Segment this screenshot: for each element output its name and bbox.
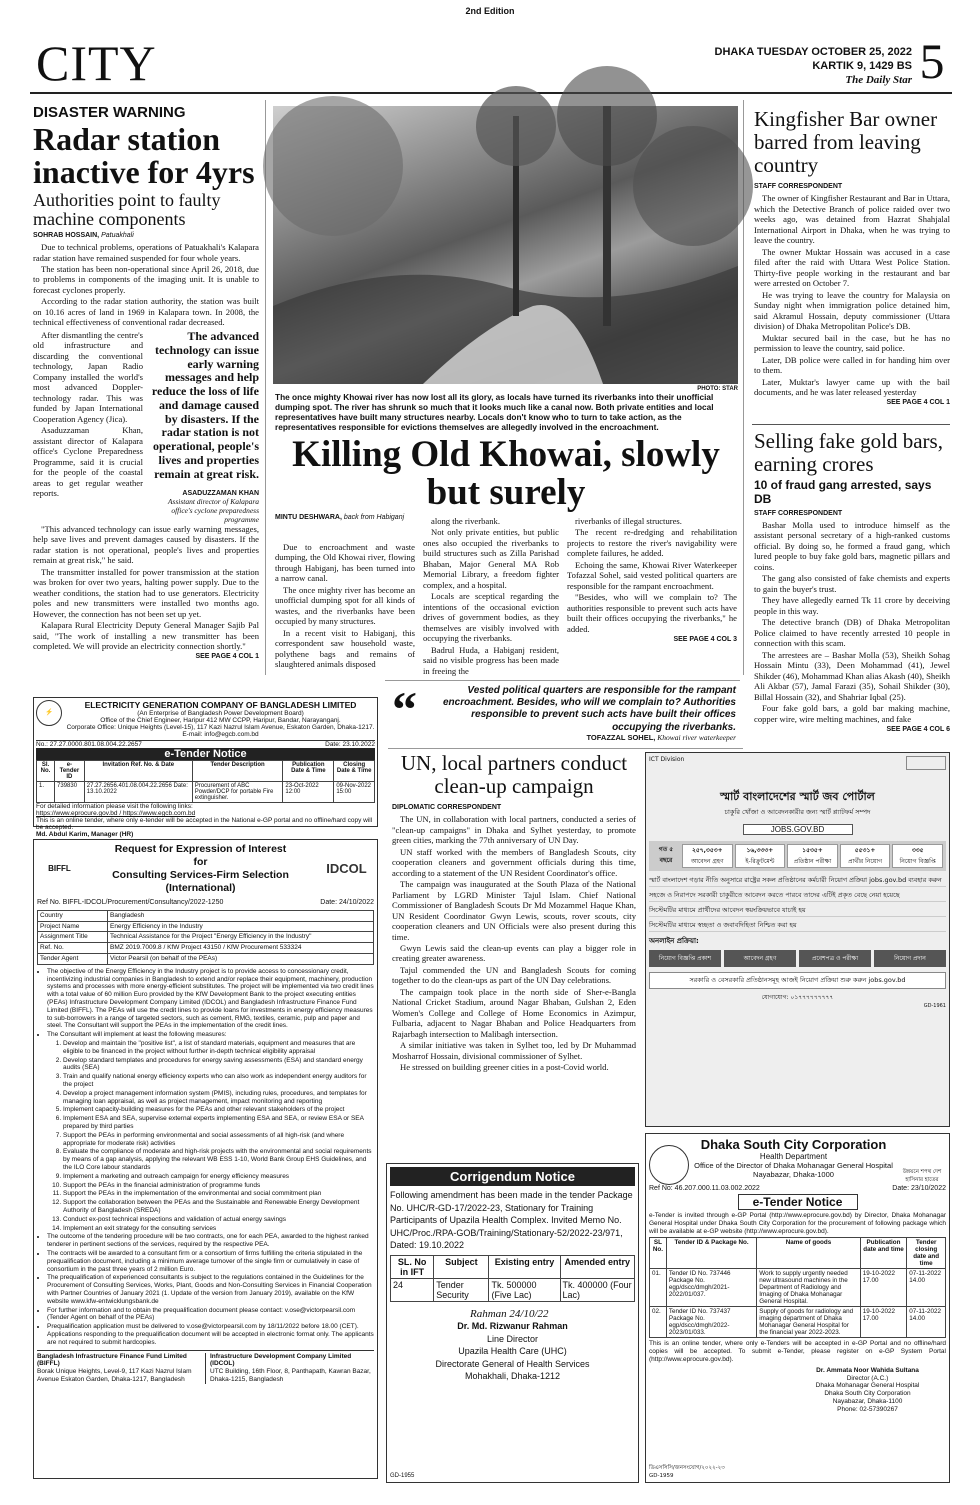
egcb-date: Date: 23.10.2022 — [325, 741, 375, 748]
rule — [388, 748, 743, 749]
table-cell: Tk. 400000 (Four Lac) — [560, 1278, 634, 1301]
list-item: 5. Implement capacity-building measures for the PEAs and other relevant stakeholders of the project — [63, 1106, 374, 1114]
jobs-call: সরকারি ও বেসরকারি প্রতিষ্ঠানসমূহ আজই নিয়োগ প্রক্রিয়া শুরু করুন jobs.gov.bd — [649, 972, 946, 989]
jobs-code: GD-1961 — [923, 1003, 946, 1009]
jobs-footer: যোগাযোগ: ০১৭৭৭৭৭৭৭৭৭ — [761, 994, 834, 1001]
khowai-pull-attrib — [430, 733, 736, 742]
jobs-stat — [892, 844, 943, 868]
paragraph: Tajul commended the UN and Bangladesh Scouts for coming together to do the clean-ups as part of the UN Day celebrations. — [392, 964, 636, 986]
egcb-foot1: For detailed information please visit the following links: — [36, 803, 193, 810]
column-divider — [265, 100, 266, 675]
list-item: 6. Implement ESA and SEA, supervise external experts implementing ESA and SEA, or review ESA or SEA prepared by third parties — [63, 1115, 374, 1131]
reoi-tail — [37, 1233, 374, 1346]
stat-value: ৫৫৩১+ — [854, 847, 876, 854]
dscc-address: Nayabazar, Dhaka-1000 — [753, 1170, 834, 1179]
paragraph: The detective branch (DB) of Dhaka Metropolitan Police claimed to have recently arrested 10 people in connection with this scam. — [754, 617, 950, 649]
kingfisher-byline: STAFF CORRESPONDENT — [754, 183, 843, 191]
list-item: • The Consultant will implement at least the following measures: — [47, 1031, 374, 1039]
edition-label: 2nd Edition — [465, 6, 515, 16]
jobs-portal-ad — [645, 752, 950, 1127]
table-cell: Bangladesh — [108, 910, 374, 921]
paragraph: According to the radar station authority, the station was built on 10.16 acres of land in 1969 in Kalapara town. In 2008, the technical effectiveness of conventional radar decreased. — [33, 296, 259, 328]
list-item: 11. Support the PEAs in the implementation of the environmental and social commitment plan — [63, 1190, 374, 1198]
table-cell: Publication Date & Time — [283, 761, 334, 782]
tree-illustration — [273, 106, 738, 384]
table-cell: 23-Oct-2022 12:00 — [283, 782, 334, 803]
corrigendum-signer: Dr. Md. Rizwanur Rahman — [457, 1320, 568, 1331]
dscc-s3: Dhaka South City Corporation — [824, 1390, 911, 1398]
table-cell: 07-11-2022 14.00 — [907, 1269, 946, 1307]
corrigendum-t2: Upazila Health Care (UHC) — [458, 1346, 567, 1357]
jobs-sub: চাকুরি খোঁজা ও আবেদনকারীর জন্য স্মার্ট প্ল্যাটফর্ম সম্পদ — [724, 808, 871, 816]
gold-story — [754, 430, 950, 733]
table-cell: Subject — [434, 1255, 489, 1278]
jobs-stat — [682, 844, 733, 868]
table-cell: Work to supply urgently needed new ultrasound machines in the Department of Radiology and Imaging of Dhaka Mohanagar General Hospital. — [757, 1269, 861, 1307]
section-title: CITY — [36, 35, 157, 91]
table-cell: Tender Description — [192, 761, 283, 782]
list-item: 2. Develop standard templates and procedures for energy saving assessments (ESA) and standard energy audits (SEA) — [63, 1057, 374, 1073]
table-cell: 09-Nov-2022 15:00 — [334, 782, 375, 803]
radar-byline: SOHRAB HOSSAIN, — [33, 232, 100, 240]
list-item: • The outcome of the tendering procedure will be two contracts, one for each PEA, awarded to the highest ranked tenderer in pertinent sections of the services, required by the respective PEA. — [47, 1233, 374, 1249]
table-cell: Energy Efficiency in the Industry — [108, 921, 374, 932]
jobs-bullet: সিস্টেমটির মাধ্যমে স্বচ্ছতা ও জবাবদিহিতা নিশ্চিত করা হয় — [649, 920, 946, 932]
corrigendum-title: Corrigendum Notice — [390, 1167, 635, 1186]
paragraph: The recent re-dredging and rehabilitation projects to restore the river's navigability were complete failures, he added. — [567, 527, 737, 559]
egcb-title: e-Tender Notice — [36, 748, 375, 760]
stat-label: প্রতিষ্ঠান পরীক্ষা — [793, 858, 832, 865]
idcol-address: UTC Building, 16th Floor, 8, Panthapath, Kawran Bazar, Dhaka-1215, Bangladesh — [210, 1368, 371, 1383]
table-cell: Tender Agent — [38, 954, 108, 965]
dscc-dept: Health Department — [759, 1152, 828, 1161]
table-row — [650, 1307, 946, 1338]
paragraph: The transmitter installed for power transmission at the station was broken for over two years, halting power supply. Due to the weather conditions, the station had to use generators. Electricity poles and new transmitters were installed two months ago. However, the connection has not been set up yet. — [33, 566, 259, 619]
table-cell: Tk. 500000 (Five Lac) — [489, 1278, 560, 1301]
idcol-address-name: Infrastructure Development Company Limited (IDCOL) — [210, 1352, 352, 1368]
jobs-process-label: অনলাইন প্রক্রিয়া: — [649, 937, 699, 945]
table-cell: 19-10-2022 17.00 — [860, 1307, 907, 1338]
paragraph: Due to technical problems, operations of Patuakhali's Kalapara radar station have remained suspended for four whole years. — [33, 242, 259, 263]
un-byline: DIPLOMATIC CORRESPONDENT — [392, 804, 502, 812]
table-cell: Procurement of ABC Powder/DCP for portable Fire extinguisher. — [192, 782, 283, 803]
corrigendum-code: GD-1955 — [390, 1473, 415, 1479]
dscc-s2: Dhaka Mohanagar General Hospital — [815, 1382, 920, 1390]
paragraph: along the riverbank. — [431, 516, 500, 526]
table-row — [38, 910, 374, 921]
gold-body — [754, 520, 950, 724]
stat-label: প্রার্থীর নিয়োগ — [848, 858, 883, 865]
page-number: 5 — [919, 33, 945, 89]
stat-value: ৩৩৫ — [911, 847, 924, 854]
paragraph: The campaign was inaugurated at the South Plaza of the National Parliament by LGRD Minister Tajul Islam. Chief National Commissioner of Bangladesh Scouts Dr Md Mozammel Haque Khan, UN Resident Coordinator Gwyn Lewis, scouts, rover scouts, city cooperation cleaners and UN Officials were also present during this time. — [392, 879, 636, 942]
list-item: • Prequalification application must be delivered to v.ose@victorpearsil.com by 18/11/2022 before 18.00 (CET). Applications responding to the prequalification document will be accepted in electronic format only. The applicants are not required to submit hardcopies. — [47, 1323, 374, 1346]
reoi-ref: Ref No. BIFFL-IDCOL/Procurement/Consultancy/2022-1250 — [37, 898, 224, 906]
corrigendum-t3: Directorate General of Health Services — [435, 1358, 590, 1369]
reoi-date: Date: 24/10/2022 — [320, 898, 374, 906]
khowai-byline: MINTU DESHWARA, — [275, 514, 342, 521]
table-header — [650, 1238, 946, 1269]
radar-body-left — [33, 330, 143, 524]
paragraph: Four fake gold bars, a gold bar making machine, copper wire, wire melting machines, and fake — [754, 703, 950, 724]
khowai-col-3-wrap — [567, 516, 737, 676]
paragraph: Not only private entities, but public ones also occupied the riverbanks to build structures such as Zilla Parishad Bhaban, Major General MA Rob Memorial Library, a freedom fighter complex, and a hospital. — [423, 527, 559, 590]
paragraph: He was trying to leave the country for Malaysia on Sunday night when immigration police detained him, said Akramul Hossain, deputy commissioner (Uttara division) of Dhaka Metropolitan Police's DB. — [754, 289, 950, 332]
kingfisher-body — [754, 193, 950, 397]
paragraph: "This advanced technology can issue early warning messages, help save lives and prevent damages caused by disasters. If the radar station is not operational, people's lives and properties remain at great risk," he said. — [33, 523, 259, 566]
khowai-headline: Killing Old Khowai, slowly but surely — [292, 434, 720, 513]
dscc-logo-icon — [649, 1145, 689, 1185]
egcb-foot3: This is an online tender, where only e-tender will be accepted in the National e-GP portal and no offline/hard copy will be accepted. — [36, 817, 373, 831]
radar-subhead: Authorities point to faulty machine components — [33, 190, 221, 230]
jobs-bullet: সহজে ও নিরাপদে সরকারী চাকুরীতে আবেদন করতে পারবে তাদের এটিই প্রকৃত বেছে নেয়া হয়েছে — [649, 890, 946, 902]
radar-quote-text: The advanced technology can issue early warning messages and help reduce the loss of life and damage caused by disasters. If the radar station is not operational, people's lives and properties remain at great risk. — [151, 328, 259, 481]
gold-byline: STAFF CORRESPONDENT — [754, 509, 843, 517]
table-cell: Tender ID No. 737446 Package No. egp/dscc/dmgh/2021-2022/01/037. — [666, 1269, 756, 1307]
paper-name: The Daily Star — [845, 74, 912, 86]
bangla-date-line: KARTIK 9, 1429 BS — [812, 60, 912, 72]
table-cell: Ref. No. — [38, 943, 108, 954]
dscc-s1: Director (A.C.) — [846, 1374, 889, 1382]
table-cell: Tender ID No. 737437 Package No. egp/dscc/dmgh/2022-2023/01/033. — [666, 1307, 756, 1338]
list-item: 3. Train and qualify national energy efficiency experts who can also work as independent energy auditors for the project — [63, 1073, 374, 1089]
radar-kicker: DISASTER WARNING — [33, 104, 186, 121]
dscc-title: e-Tender Notice — [738, 1194, 858, 1210]
egcb-line1: (An Enterprise of Bangladesh Power Development Board) — [137, 710, 304, 717]
table-cell: Publication date and time — [860, 1238, 907, 1269]
khowai-pull-quote: Vested political quarters are responsible for the rampant encroachment. Besides, who will we complain to? Authorities responsible to prevent such acts have built their offices occupying the riverbanks. — [442, 685, 736, 733]
radar-quote-name: ASADUZZAMAN KHAN — [182, 489, 259, 497]
khowai-col-2 — [423, 516, 559, 674]
dscc-office: Office of the Director of Dhaka Mohanagar General Hospital — [694, 1161, 893, 1170]
paragraph: Badrul Huda, a Habiganj resident, said no visible progress has been made in freeing the — [423, 644, 559, 676]
paragraph: Later, DB police were called in for handing him over to them. — [754, 354, 950, 376]
quote-mark-icon: “ — [392, 681, 417, 737]
egcb-line2: Office of the Chief Engineer, Haripur 412 MW CCPP, Haripur, Bandar, Narayanganj. — [100, 717, 341, 724]
table-cell: 19-10-2022 17.00 — [860, 1269, 907, 1307]
paragraph: Kalapara Rural Electricity Deputy General Manager Sajib Pal said, "The work of installing a new transmitter has been completed. We will provide an electricity connection shortly." — [33, 620, 259, 651]
jobs-stat-head: গত ৫ বছরে — [658, 846, 674, 864]
jobs-step: নিয়োগ প্রদান — [874, 950, 946, 967]
radar-headline: Radar station inactive for 4yrs — [33, 121, 255, 190]
jobs-step: নিয়োগ বিজ্ঞপ্তি প্রকাশ — [649, 950, 721, 967]
paragraph: After dismantling the centre's old infrastructure and discarding the conventional technology, Japan Radio Company installed the world's most advanced Doppler-technology radar. This was funded by Japan International Cooperation Agency (Jica). — [33, 329, 143, 424]
idcol-reoi-ad — [33, 839, 378, 1479]
khowai-byline-place: back from Habiganj — [343, 514, 405, 521]
paragraph: The once mighty river has become an unofficial dumping spot for all kinds of wastes, and the riverbanks have been occupied by many structures. — [275, 584, 415, 627]
un-headline: UN, local partners conduct clean-up campaign — [400, 751, 628, 799]
corrigendum-ad — [386, 1163, 639, 1483]
radar-body-bottom — [33, 524, 259, 652]
table-cell: 739830 — [55, 782, 85, 803]
dscc-code-bn: ডিএসসিসি/জনসংযোগ/২০২২-২৩ — [649, 1465, 725, 1471]
list-item: 10. Support the PEAs in the financial administration of programme funds — [63, 1182, 374, 1190]
radar-see-page: SEE PAGE 4 COL 1 — [195, 653, 259, 661]
table-cell: SL No. — [650, 1238, 667, 1269]
jobs-stat — [735, 844, 786, 868]
jobs-url[interactable]: JOBS.GOV.BD — [743, 824, 853, 835]
paragraph: The campaign took place in the north side of Sher-e-Bangla National Cricket Stadium, around Nagar Bhaban, Gulshan 2, Eden Women's College and College of Home Economics in Azimpur, Fulbaria, adjacent to Nagar Bhaban and Police Headquarters from Rajarbagh intersection to Malibagh intersection. — [392, 986, 636, 1039]
list-item: 8. Evaluate the compliance of moderate and high-risk projects with the environmental and social requirements by means of a gap analysis, applying the relevant WB ESS 1-10, World Bank Group EHS Guidelines, and the ILO Core labour standards — [63, 1148, 374, 1171]
stat-value: ১৬,৩৩৩+ — [746, 847, 774, 854]
jobs-stat — [840, 844, 891, 868]
table-cell: 01. — [650, 1269, 667, 1307]
reoi-subtitle: Consulting Services-Firm Selection (International) — [112, 869, 289, 895]
paragraph: "Besides, who will we complain to? The authorities responsible to prevent such acts have built their offices occupying the riverbanks," he added. — [567, 592, 737, 634]
ict-logo: ICT Division — [649, 756, 685, 763]
reoi-info-table — [37, 910, 374, 965]
dscc-s4: Nayabazar, Dhaka-1100 — [832, 1397, 903, 1405]
table-cell: Amended entry — [560, 1255, 634, 1278]
radar-byline-place: Patuakhali — [101, 232, 134, 240]
table-cell: Victor Pearsil (on behalf of the PEAs) — [108, 954, 374, 965]
egcb-table — [36, 760, 375, 803]
paragraph: The owner of Kingfisher Restaurant and Bar in Uttara, which the Detective Branch of police raided over two weeks ago, was detained from Hazrat Shahjalal International Airport in Dhaka, when he was trying to leave the country. — [754, 193, 950, 246]
radar-story — [33, 104, 259, 660]
list-item: 7. Support the PEAs in performing environmental and social assessments of all high-risk (and where appropriate for moderate risk) activities — [63, 1132, 374, 1148]
reoi-title: Request for Expression of Interest — [114, 843, 287, 855]
kingfisher-see-page: SEE PAGE 4 COL 1 — [886, 399, 950, 407]
kingfisher-headline: Kingfisher Bar owner barred from leaving country — [754, 107, 938, 178]
paragraph: The arrestees are – Bashar Molla (53), Sheikh Sohag Hossain Mintu (33), Deen Mohammad (41), Jewel Shikder (46), Mohammad Khan alias Akash (40), Sheikh Ali Akbar (57), Jamal Farazi (35), Sohail Shikder (30), Billal Hossain (32), and Shahriar Iqbal (25). — [754, 649, 950, 702]
biffl-address-name: Bangladesh Infrastructure Finance Fund Limited (BIFFL) — [37, 1352, 187, 1368]
dscc-code: GD-1959 — [649, 1473, 674, 1479]
paragraph: Locals are sceptical regarding the intentions of the occasional eviction drives of government bodies, as they themselves are visibly involved with occupying the riverbanks. — [423, 591, 559, 644]
un-body — [392, 814, 636, 1073]
list-item: 9. Implement a marketing and outreach campaign for energy efficiency measures — [63, 1173, 374, 1181]
table-cell: SL. No in IFT — [391, 1255, 434, 1278]
list-item: 4. Develop a project management information system (PMIS), including rules, procedures, and templates for managing loan appraisal, as well as project management, impact monitoring and reporting — [63, 1090, 374, 1106]
date-line: DHAKA TUESDAY OCTOBER 25, 2022 — [714, 46, 912, 58]
paragraph: Due to encroachment and waste dumping, the Old Khowai river, flowing through Habiganj, has been turned into a narrow canal. — [275, 542, 415, 584]
table-row — [38, 932, 374, 943]
dscc-tender-ad — [645, 1133, 950, 1483]
jobs-steps — [649, 950, 946, 967]
table-cell: Technical Assistance for the Project "Energy Efficiency in the Industry" — [108, 932, 374, 943]
jobs-bullets — [649, 875, 946, 932]
masthead-rule — [30, 92, 952, 94]
kingfisher-story — [754, 108, 950, 406]
rule — [752, 424, 950, 425]
table-cell: 24 — [391, 1278, 434, 1301]
corrigendum-table — [390, 1255, 635, 1302]
paragraph: Bashar Molla used to introduce himself as the assistant personal secretary of a high-ranked customs official. By doing so, he formed a fraud gang, which lured people to buy fake gold bars, magnetic pillars and coins. — [754, 519, 950, 572]
table-row — [650, 1269, 946, 1307]
table-cell: Tender Security — [434, 1278, 489, 1301]
paragraph: Asaduzzaman Khan, assistant director of Kalapara office's Cyclone Preparedness Programme, said it is crucial for the people of the coastal areas to get regular weather reports. — [33, 425, 143, 499]
paragraph: Later, Muktar's lawyer came up with the bail documents, and he was later released yesterday — [754, 376, 950, 397]
stat-label: ই-রিক্রুটমেন্ট — [745, 858, 775, 865]
list-item: • The prequalification of experienced consultants is subject to the regulations contained in the Guidelines for the Procurement of Consulting Services, Works, Plant, Goods and Non-Consulting Services in Financial Cooperation with Partner Countries of January 2021 (1. Update of the version from January 2019), available on the KfW website www.kfw-entwicklungsbank.de — [47, 1274, 374, 1305]
egcb-links[interactable]: https://www.eprocure.gov.bd / https://www.egcb.com.bd — [36, 810, 196, 817]
paragraph: A similar initiative was taken in Sylhet too, led by Dr Muhammad Mosharrof Hossain, divisional commissioner of Sylhet. — [392, 1040, 636, 1061]
jobs-bullet: সিস্টেমটির মাধ্যমে প্রার্থীদের আবেদন স্বয়ংক্রিয়ভাবে যাচাই হয় — [649, 905, 946, 917]
photo-credit: PHOTO: STAR — [697, 386, 738, 392]
table-cell: 07-11-2022 14.00 — [907, 1307, 946, 1338]
paragraph: In a recent visit to Habiganj, this correspondent saw household waste, polythene bags and remains of slaughtered animals disposed — [275, 627, 415, 670]
river-photo — [273, 106, 738, 384]
table-cell: Tender closing date and time — [907, 1238, 946, 1269]
khowai-see-page: SEE PAGE 4 COL 3 — [673, 636, 737, 644]
table-row — [38, 954, 374, 965]
dscc-ref: Ref No: 46.207.000.11.03.002.2022 — [649, 1185, 760, 1192]
paragraph: Muktar secured bail in the case, but he has no permission to leave the country, said police. — [754, 332, 950, 354]
dscc-table — [649, 1237, 946, 1338]
corrigendum-t4: Mohakhali, Dhaka-1212 — [464, 1371, 561, 1382]
egcb-signer: Md. Abdul Karim, Manager (HR) — [36, 831, 134, 838]
dscc-slogan: উন্নয়নে শপথ দেশ হাসিনার হাতের — [902, 1169, 942, 1183]
list-item: 14. Implement an exit strategy for the consulting services — [63, 1225, 374, 1233]
table-cell: e-Tender ID — [55, 761, 85, 782]
stat-label: আবেদন গ্রহণ — [690, 858, 724, 865]
table-cell: BMZ 2019.7009.8 / KfW Project 43150 / KfW Procurement 533324 — [108, 943, 374, 954]
corrigendum-signature: Rahman 24/10/22 — [470, 1307, 549, 1320]
quote-rule — [385, 680, 740, 681]
dscc-note: This is an online tender, where only e-Tenders will be accepted in e-GP Portal and no offline/hard copies will be accepted. To submit e-Tender, please register on e-GP System Portal (http://www.eprocure.gov.bd). — [649, 1340, 946, 1363]
photo-caption: The once mighty Khowai river has now lost all its glory, as locals have turned its riverbanks into their unofficial dumping spot. The river has shrunk so much that it looks much like a canal now. Both private entities and local representatives have built many structures nearby. Locals don't know who to turn to take action, as the representatives responsible for evictions themselves are allegedly involved in the encroachment. — [275, 392, 714, 432]
paragraph: UN staff worked with the members of Bangladesh Scouts, city cooperation cleaners and government officials during this time, according to a statement of the UN Resident Coordinator's office. — [392, 846, 636, 878]
khowai-pull-name: TOFAZZAL SOHEL, — [586, 733, 656, 742]
gold-subhead: 10 of fraud gang arrested, says DB — [754, 478, 932, 506]
khowai-col-1 — [275, 542, 415, 674]
reoi-body — [37, 968, 374, 1039]
stat-value: ২৫৭,৩৫৩+ — [691, 847, 723, 854]
gold-headline: Selling fake gold bars, earning crores — [754, 429, 943, 477]
table-row — [38, 943, 374, 954]
list-item: 13. Conduct ex-post technical inspections and validation of actual energy savings — [63, 1216, 374, 1224]
paragraph: He stressed on building greener cities in a post-Covid world. — [400, 1062, 609, 1073]
table-cell: Existing entry — [489, 1255, 560, 1278]
list-item: 1. Develop and maintain the "positive list", a list of standard materials, equipment and measures that are eligible to be financed in the project without further in-depth technical eligibility appraisal — [63, 1040, 374, 1056]
table-cell: Invitation Ref. No. & Date — [84, 761, 192, 782]
table-row — [38, 921, 374, 932]
jobs-stats — [649, 841, 946, 871]
table-cell: 1. — [37, 782, 55, 803]
table-cell: Country — [38, 910, 108, 921]
jobs-title: স্মার্ট বাংলাদেশের স্মার্ট জব পোর্টাল — [720, 790, 875, 803]
table-cell: 27.27.2656.401.08.004.22.2656 Date: 13.10.2022 — [84, 782, 192, 803]
khowai-col-3 — [567, 516, 737, 634]
dscc-org: Dhaka South City Corporation — [700, 1137, 887, 1152]
table-cell: Project Name — [38, 921, 108, 932]
paragraph: riverbanks of illegal structures. — [575, 516, 682, 526]
paragraph: The UN, in collaboration with local partners, conducted a series of "clean-up campaigns" in Dhaka and Sylhet yesterday, to promote green cities, marking the 77th anniversary of UN Day. — [392, 814, 636, 846]
list-item: • The objective of the Energy Efficiency in the Industry project is to provide access to concessionary credit, incentivizing industrial companies in Bangladesh to extend and/or replace their equipment, machinery, production systems and processes with more energy-efficient substitutes. The project will be implemented via two credit lines with a total value of 60 million Euro provided by the KfW Development Bank to the project executing entities (PEAs) Infrastructure Development Company Limited (IDCOL) and Bangladesh Infrastructure Finance Fund Limited (BIFFL). The PEAs will use the credit lines to provide loans for investments in energy efficiency measures to sub-borrowers in a range of targeted sectors, such as cement, RMG, textiles, ceramic, pulp and paper and steel. The Consultant will support the PEAs in the implementation of the credit lines. — [47, 968, 374, 1030]
table-cell: Tender ID & Package No. — [666, 1238, 756, 1269]
radar-pull-quote — [149, 330, 259, 524]
paragraph: The gang also consisted of fake chemists and experts to gain the buyer's trust. — [754, 573, 950, 594]
egcb-tender-ad — [33, 697, 378, 838]
corrigendum-t1: Line Director — [486, 1333, 539, 1344]
table-cell: Supply of goods for radiology and imaging department of Dhaka Mohanagar General Hospital for the financial year 2022-2023. — [757, 1307, 861, 1338]
egcb-logo-icon: ⚡ — [36, 700, 62, 726]
list-item: • The contracts will be awarded to a consultant firm or a consortium of firms fulfilling the criteria stipulated in the prequalification document, including a minimum average turnover of the single firm or cumulatively in case of consortium in the past three years of 2 million Euro. — [47, 1250, 374, 1273]
paragraph: The station has been non-operational since April 26, 2018, due to problems in components of the imaging unit. It is unable to forecast cyclones properly. — [33, 264, 259, 295]
paragraph: Gwyn Lewis said the clean-up events can play a bigger role in creating greater awareness. — [392, 943, 636, 964]
paragraph: They have allegedly earned Tk 11 crore by deceiving people in this way. — [754, 595, 950, 616]
un-story — [392, 752, 636, 1074]
table-cell: 02. — [650, 1307, 667, 1338]
list-item: 12. Support the collaboration between the PEAs and the Sustainable and Renewable Energy Development Authority of Bangladesh (SREDA) — [63, 1199, 374, 1215]
reoi-for: for — [193, 856, 208, 869]
radar-quote-title: Assistant director of Kalapara office's cyclone preparedness programme — [167, 496, 259, 524]
egcb-org: ELECTRICITY GENERATION COMPANY OF BANGLADESH LIMITED — [84, 700, 357, 710]
radar-body-top — [33, 242, 259, 328]
partner-logo-icon — [906, 756, 946, 770]
jobs-bullet: স্মার্ট বাংলাদেশ গড়ার নীতি অনুসারে রাষ্ট্রের সকল প্রতিষ্ঠানের কর্মচারী নিয়োগ প্রক্রিয়া jobs.gov.bd ব্যবহার করুন — [649, 875, 946, 887]
biffl-address: Borak Unique Heights, Level-9, 117 Kazi Nazrul Islam Avenue Eskaton Garden, Dhaka-1217, Bangladesh — [37, 1368, 192, 1383]
egcb-ref: No.: 27.27.0000.801.08.004.22.2657 — [36, 741, 142, 748]
table-cell: Sl. No. — [37, 761, 55, 782]
stat-value: ১৫৩৫+ — [802, 847, 823, 854]
dscc-signer: Dr. Ammata Noor Wahida Sultana — [816, 1366, 919, 1374]
table-cell: Assignment Title — [38, 932, 108, 943]
stat-label: নিয়োগ বিজ্ঞপ্তি — [899, 858, 936, 865]
jobs-step: আবেদন গ্রহণ — [724, 950, 796, 967]
table-cell: Closing Date & Time — [334, 761, 375, 782]
dscc-s5: Phone: 02-57390267 — [837, 1405, 898, 1413]
reoi-measures-list — [37, 1040, 374, 1232]
egcb-line3: Corporate Office: Unique Heights (Level-15), 117 Kazi Nazrul Islam Avenue, Eskaton Garden, Dhaka-1217. E-mail: info@egcb.com.bd — [66, 724, 375, 738]
idcol-logo: IDCOL — [326, 861, 367, 877]
paragraph: Echoing the same, Khowai River Waterkeeper Tofazzal Sohel, said vested political quarters are responsible for the rampant encroachment. — [567, 559, 737, 591]
corrigendum-intro: Following amendment has been made in the tender Package No. UHC/R-GD-17/2022-23, Stationary for Training Participants of Upazila Health Complex. Invited Memo No. UHC/Proc./RPA-GOB/Training/Stationary-52/2022-23/971, Dated: 19.10.2022 — [390, 1190, 633, 1251]
biffl-logo: BIFFL — [48, 864, 71, 874]
jobs-step: প্রবেশপত্র ও পরীক্ষা — [799, 950, 871, 967]
dscc-date: Date: 23/10/2022 — [892, 1185, 946, 1192]
khowai-pull-title: Khowai river waterkeeper — [657, 733, 736, 742]
dscc-intro: e-Tender is invited through e-GP Portal (http://www.eprocure.gov.bd) by Director, Dhaka Mohanagar General Hospital under Dhaka South City Corporation for the procurement of following package which will be available at e-GP website (http://www.eprocure.gov.bd). — [649, 1212, 946, 1235]
list-item: • For further information and to obtain the prequalification document please contact: v.ose@victorpearsil.com (Tender Agent on behalf of the PEAs) — [47, 1307, 374, 1323]
jobs-stat — [787, 844, 838, 868]
paragraph: The owner Muktar Hossain was accused in a case filed after the raid with Uttara West Police Station. Thirty-five people working in the restaurant and bar were arrested on October 7. — [754, 246, 950, 289]
gold-see-page: SEE PAGE 4 COL 6 — [886, 725, 950, 733]
table-cell: Name of goods — [757, 1238, 861, 1269]
